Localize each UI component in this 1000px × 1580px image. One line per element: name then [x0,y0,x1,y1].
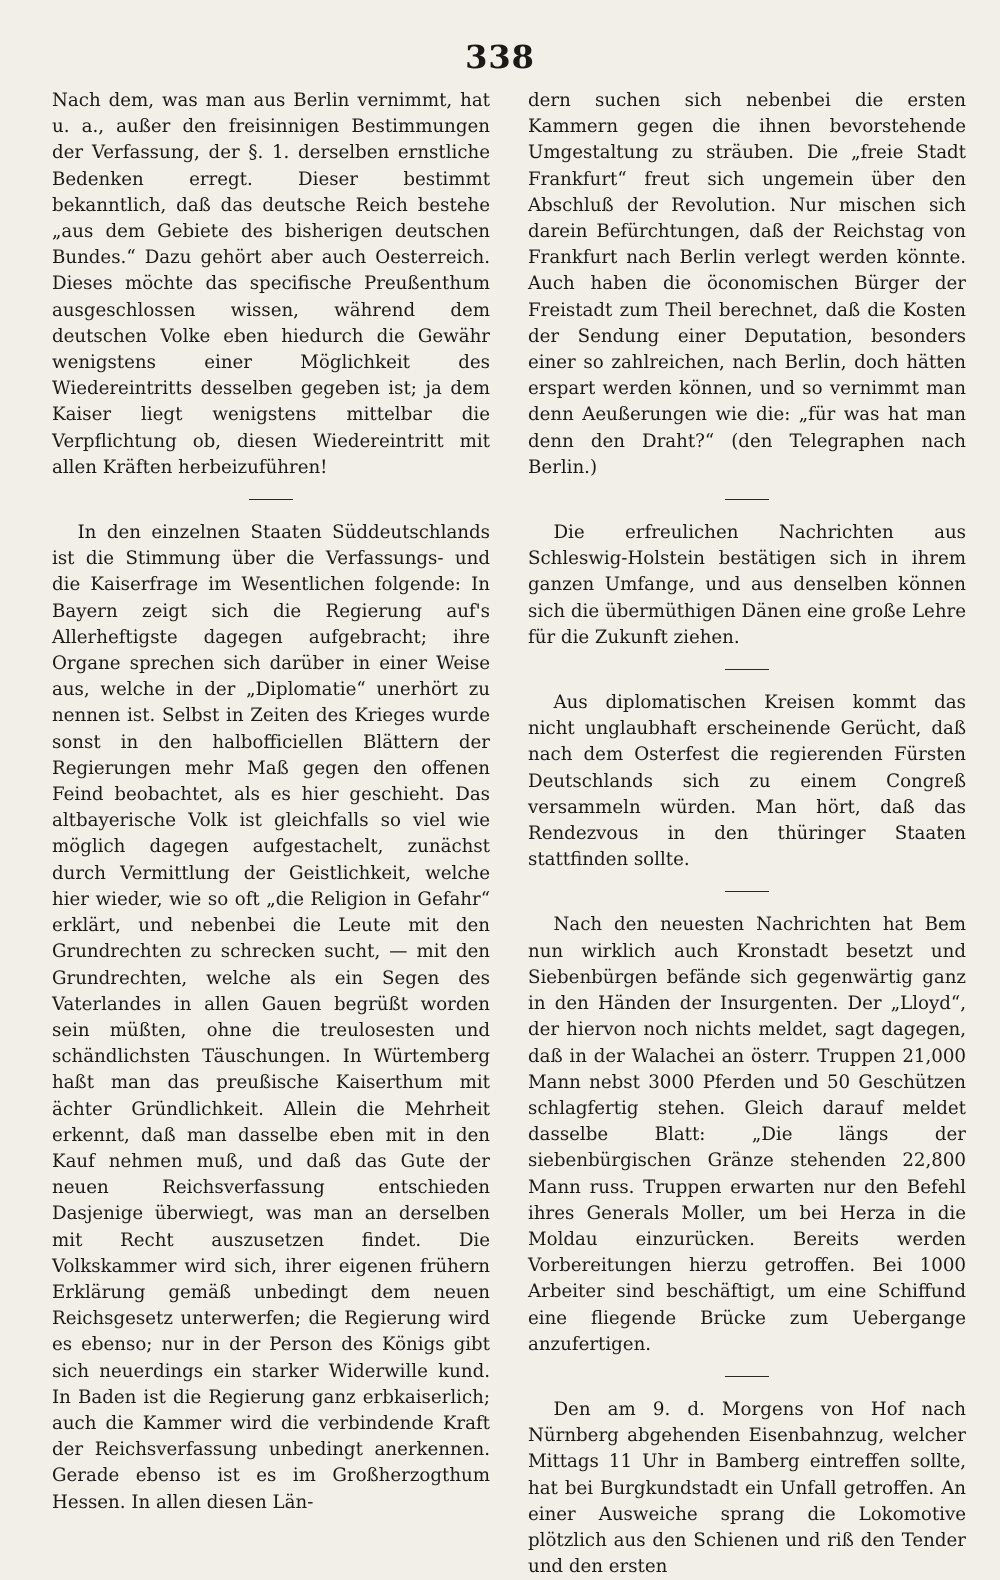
article-railway-accident: Den am 9. d. Morgens von Hof nach Nürnberg abgehenden Eisenbahnzug, welcher Mittags 11 Uhr in Bamberg eintreffen sollte, hat bei Burgkundstadt ein Unfall getroffen. An einer Ausweiche sprang die Lokomotive plötzlich aus den Schienen und riß den Tender und den ersten [528,1398,966,1578]
page-number: 338 [465,38,535,76]
article-divider [249,499,293,500]
article-divider [725,499,769,500]
article-divider [725,669,769,670]
article-south-germany: In den einzelnen Staaten Süddeutschlands ist die Stimmung über die Verfassungs- und die Kaiserfrage im Wesentlichen folgende: In Bayern zeigt sich die Regierung auf's Allerheftigste dagegen aufgebracht; ihre Organe sprechen sich darüber in einer Weise aus, welche in der „Diplomatie“ unerhört zu nennen ist. Selbst in Zeiten des Krieges wurde sonst in den halbofficiellen Blättern der Regierungen mehr Maß gegen den offenen Feind beobachtet, als es hier geschieht. Das altbayerische Volk ist gleichfalls so viel wie möglich dagegen aufgestachelt, zunächst durch Vermittlung der Geistlichkeit, welche hier wieder, wie so oft „die Religion in Gefahr“ erklärt, und nebenbei die Leute mit den Grundrechten zu schrecken sucht, — mit den Grundrechten, welche als ein Segen des Vaterlandes in allen Gauen begrüßt worden sein müßten, ohne die treulosesten und schändlichsten Täuschungen. In Würtemberg haßt man das preußische Kaiserthum mit ächter Gründlichkeit. Allein die Mehrheit erkennt, daß man dasselbe eben mit in den Kauf nehmen muß, und daß das Gute der neuen Reichsverfassung entschieden Dasjenige überwiegt, was man an derselben mit Recht auszusetzen findet. Die Volkskammer wird sich, ihrer eigenen frühern Erklärung gemäß unbedingt dem neuen Reichsgesetz unterwerfen; die Regierung wird es ebenso; nur in der Person des Königs gibt sich neuerdings ein starker Widerwille kund. In Baden ist die Regierung ganz erbkaiserlich; auch die Kammer wird die verbindende Kraft der Reichsverfassung unbedingt anerkennen. Gerade ebenso ist es im Großherzogthum Hessen. In allen diesen Län- [52,522,490,1513]
left-column [52,88,490,1516]
article-diplomatic-congress: Aus diplomatischen Kreisen kommt das nicht unglaubhaft erscheinende Gerücht, daß nach dem Osterfest die regierenden Fürsten Deutschlands sich zu einem Congreß versammeln würden. Man hört, daß das Rendezvous in den thüringer Staaten stattfinden sollte. [528,692,966,871]
article-continuation-frankfurt: dern suchen sich nebenbei die ersten Kammern gegen die ihnen bevorstehende Umgestaltung zu sträuben. Die „freie Stadt Frankfurt“ freut sich ungemein über den Abschluß der Revolution. Nur mischen sich darein Befürchtungen, daß der Reichstag von Frankfurt nach Berlin verlegt werden könnte. Auch haben die öconomischen Bürger der Freistadt zum Theil berechnet, daß die Kosten der Sendung einer Deputation, besonders einer so zahlreichen, nach Berlin, doch hätten erspart werden können, und so vernimmt man denn Aeußerungen wie die: „für was hat man denn den Draht?“ (den Telegraphen nach Berlin.) [528,90,966,478]
article-divider [725,1376,769,1377]
article-berlin-constitution: Nach dem, was man aus Berlin vernimmt, hat u. a., außer den freisinnigen Bestimmungen der Verfassung, der §. 1. derselben ernstliche Bedenken erregt. Dieser bestimmt bekanntlich, daß das deutsche Reich bestehe „aus dem Gebiete des bisherigen deutschen Bundes.“ Dazu gehört aber auch Oesterreich. Dieses möchte das specifische Preußenthum ausgeschlossen wissen, während dem deutschen Volke eben hiedurch die Gewähr wenigstens einer Möglichkeit des Wiedereintritts desselben gegeben ist; ja dem Kaiser liegt wenigstens mittelbar die Verpflichtung ob, diesen Wiedereintritt mit allen Kräften herbeizuführen! [52,90,490,478]
article-divider [725,891,769,892]
article-schleswig-holstein: Die erfreulichen Nachrichten aus Schleswig-Holstein bestätigen sich in ihrem ganzen Umfange, und aus denselben können sich die übermüthigen Dänen eine große Lehre für die Zukunft ziehen. [528,522,966,648]
article-siebenbuergen: Nach den neuesten Nachrichten hat Bem nun wirklich auch Kronstadt besetzt und Siebenbürgen befände sich gegenwärtig ganz in den Händen der Insurgenten. Der „Lloyd“, der hiervon noch nichts meldet, sagt dagegen, daß in der Walachei an österr. Truppen 21,000 Mann nebst 3000 Pferden und 50 Geschützen schlagfertig stehen. Gleich darauf meldet dasselbe Blatt: „Die längs der siebenbürgischen Gränze stehenden 22,800 Mann russ. Truppen erwarten nur den Befehl ihres Generals Moller, um bei Herza in die Moldau einzurücken. Bereits werden Vorbereitungen hierzu getroffen. Bei 1000 Arbeiter sind beschäftigt, um eine Schiffund eine fliegende Brücke zum Uebergange anzufertigen. [528,914,966,1355]
right-column [528,88,966,1580]
